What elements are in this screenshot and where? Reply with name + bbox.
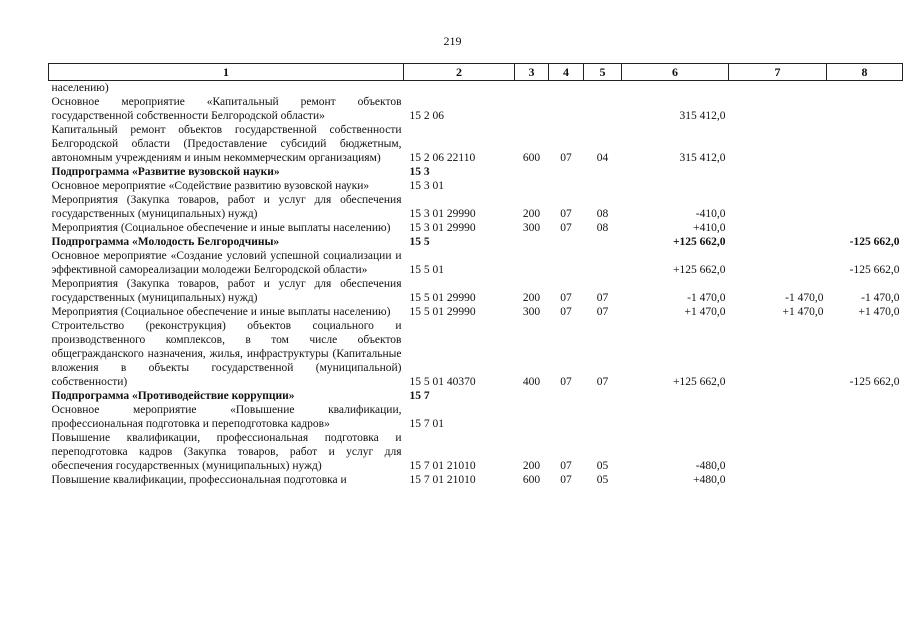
row-description: Мероприятия (Социальное обеспечение и иные выплаты населению) (51, 306, 391, 318)
row-amount-2 (729, 179, 827, 193)
row-subsection (584, 403, 622, 431)
row-amount-3: -1 470,0 (861, 292, 900, 304)
row-description: Подпрограмма «Молодость Белгородчины» (51, 236, 280, 248)
row-expense-type (515, 249, 549, 277)
row-amount-2 (729, 431, 827, 473)
row-section: 07 (560, 292, 572, 304)
row-amount-2 (729, 403, 827, 431)
table-row (49, 179, 903, 193)
column-header: 7 (729, 64, 827, 81)
row-amount-2 (729, 319, 827, 389)
table-row (49, 473, 903, 487)
table-row (49, 95, 903, 123)
row-amount-1: 315 412,0 (679, 152, 726, 164)
row-description: Подпрограмма «Противодействие коррупции» (51, 390, 295, 402)
table-row (49, 389, 903, 403)
row-amount-1: +125 662,0 (672, 236, 726, 248)
row-subsection (584, 249, 622, 277)
row-section (549, 165, 584, 179)
row-section (549, 179, 584, 193)
row-description: Мероприятия (Закупка товаров, работ и услуг для обеспечения государственных (муниципальных) нужд) (51, 278, 402, 304)
column-header: 6 (622, 64, 729, 81)
row-amount-2 (729, 235, 827, 249)
table-row (49, 221, 903, 235)
row-amount-3 (827, 221, 903, 235)
row-amount-3: -125 662,0 (849, 376, 900, 388)
row-expense-type (515, 389, 549, 403)
row-description: Основное мероприятие «Повышение квалификации, профессиональная подготовка и переподготовка кадров» (51, 404, 402, 430)
row-code (404, 81, 515, 96)
row-code: 15 5 01 (409, 264, 444, 276)
row-expense-type (515, 81, 549, 96)
row-subsection: 07 (596, 292, 609, 304)
row-code: 15 2 06 22110 (409, 152, 476, 164)
row-expense-type: 300 (522, 306, 541, 318)
table-row (49, 249, 903, 277)
row-section: 07 (560, 376, 572, 388)
row-amount-2 (729, 123, 827, 165)
page-number: 219 (443, 34, 462, 48)
row-amount-1 (622, 165, 729, 179)
row-code: 15 5 (409, 236, 430, 248)
row-amount-2 (729, 389, 827, 403)
row-amount-2 (729, 249, 827, 277)
row-description: Мероприятия (Закупка товаров, работ и услуг для обеспечения государственных (муниципальных) нужд) (51, 194, 402, 220)
row-amount-2 (729, 221, 827, 235)
row-amount-3: +1 470,0 (858, 306, 900, 318)
row-amount-1 (622, 403, 729, 431)
row-expense-type (515, 235, 549, 249)
row-subsection (584, 95, 622, 123)
row-description: Основное мероприятие «Капитальный ремонт объектов государственной собственности Белгородской области» (51, 96, 402, 122)
row-amount-2 (729, 81, 827, 96)
row-amount-1 (622, 389, 729, 403)
row-description: Повышение квалификации, профессиональная подготовка и переподготовка кадров (Закупка товаров, работ и услуг для обеспечения государственных (муниципальных) нужд) (51, 432, 402, 472)
row-amount-3 (827, 81, 903, 96)
row-code: 15 3 01 29990 (409, 208, 476, 220)
table-header-row (49, 64, 903, 81)
row-amount-2 (729, 193, 827, 221)
row-amount-3 (827, 95, 903, 123)
row-amount-1: +480,0 (693, 474, 726, 486)
row-section: 07 (560, 460, 572, 472)
row-subsection (584, 179, 622, 193)
table-row (49, 305, 903, 319)
table-body (49, 81, 903, 488)
row-code: 15 3 01 29990 (409, 222, 476, 234)
row-section (549, 249, 584, 277)
row-section: 07 (560, 474, 572, 486)
column-header: 5 (584, 64, 622, 81)
table-row (49, 193, 903, 221)
budget-table (48, 63, 903, 487)
row-amount-3 (827, 389, 903, 403)
row-amount-1: +125 662,0 (673, 376, 726, 388)
row-description: Мероприятия (Социальное обеспечение и иные выплаты населению) (51, 222, 391, 234)
row-section (549, 389, 584, 403)
row-code: 15 7 (409, 390, 430, 402)
row-section: 07 (560, 222, 572, 234)
row-subsection: 07 (596, 306, 609, 318)
table-row (49, 431, 903, 473)
row-section (549, 403, 584, 431)
row-subsection: 08 (596, 222, 609, 234)
row-code: 15 2 06 (409, 110, 444, 122)
row-amount-2 (729, 473, 827, 487)
row-code: 15 7 01 21010 (409, 474, 476, 486)
row-description: Основное мероприятие «Создание условий успешной социализации и эффективной самореализации молодежи Белгородской области» (51, 250, 402, 276)
row-expense-type (515, 403, 549, 431)
row-code: 15 7 01 21010 (409, 460, 476, 472)
row-expense-type (515, 179, 549, 193)
table-row (49, 319, 903, 389)
row-amount-3 (827, 473, 903, 487)
row-amount-1: +125 662,0 (673, 264, 726, 276)
row-amount-3 (827, 403, 903, 431)
row-description: Основное мероприятие «Содействие развитию вузовской науки» (51, 180, 370, 192)
row-expense-type: 200 (522, 460, 541, 472)
table-row (49, 403, 903, 431)
column-header: 8 (827, 64, 903, 81)
row-expense-type (515, 95, 549, 123)
row-amount-2 (729, 95, 827, 123)
row-amount-1: -410,0 (695, 208, 726, 220)
table-row (49, 123, 903, 165)
column-header: 4 (549, 64, 584, 81)
row-amount-3 (827, 179, 903, 193)
row-expense-type: 200 (522, 292, 541, 304)
row-subsection: 04 (596, 152, 609, 164)
row-amount-1: +1 470,0 (684, 306, 726, 318)
row-amount-2: +1 470,0 (782, 306, 824, 318)
row-code: 15 5 01 29990 (409, 292, 476, 304)
column-header: 1 (49, 64, 404, 81)
row-subsection: 07 (596, 376, 609, 388)
row-subsection (584, 165, 622, 179)
row-amount-1: -1 470,0 (687, 292, 726, 304)
row-description: населению) (51, 82, 109, 94)
row-section: 07 (560, 208, 572, 220)
row-description: Капитальный ремонт объектов государственной собственности Белгородской области (Предоставление субсидий бюджетным, автономным учреждениям и иным некоммерческим организациям) (51, 124, 402, 164)
table-row (49, 235, 903, 249)
row-amount-3 (827, 193, 903, 221)
row-code: 15 3 01 (409, 180, 444, 192)
row-section (549, 95, 584, 123)
row-subsection: 05 (596, 460, 609, 472)
row-expense-type: 200 (522, 208, 541, 220)
row-amount-1 (622, 179, 729, 193)
row-subsection (584, 81, 622, 96)
row-amount-3 (827, 431, 903, 473)
row-amount-1: 315 412,0 (679, 110, 726, 122)
table-row (49, 165, 903, 179)
row-description: Повышение квалификации, профессиональная подготовка и (51, 474, 347, 486)
row-code: 15 3 (409, 166, 430, 178)
row-amount-3 (827, 123, 903, 165)
table-row (49, 81, 903, 96)
row-amount-2 (729, 165, 827, 179)
row-amount-1 (622, 81, 729, 96)
row-section: 07 (560, 306, 572, 318)
row-description: Подпрограмма «Развитие вузовской науки» (51, 166, 280, 178)
row-expense-type: 600 (522, 152, 541, 164)
row-amount-1: +410,0 (693, 222, 726, 234)
row-code: 15 7 01 (409, 418, 444, 430)
row-subsection (584, 389, 622, 403)
row-code: 15 5 01 40370 (409, 376, 476, 388)
row-subsection: 08 (596, 208, 609, 220)
row-amount-2: -1 470,0 (785, 292, 824, 304)
row-amount-3: -125 662,0 (849, 236, 900, 248)
row-subsection: 05 (596, 474, 609, 486)
row-expense-type: 600 (522, 474, 541, 486)
table-row (49, 277, 903, 305)
row-section: 07 (560, 152, 572, 164)
row-section (549, 235, 584, 249)
row-amount-3: -125 662,0 (849, 264, 900, 276)
row-subsection (584, 235, 622, 249)
column-header: 2 (404, 64, 515, 81)
row-expense-type (515, 165, 549, 179)
row-code: 15 5 01 29990 (409, 306, 476, 318)
row-section (549, 81, 584, 96)
row-expense-type: 400 (522, 376, 541, 388)
row-description: Строительство (реконструкция) объектов социального и производственного комплексов, в том числе объектов общегражданского назначения, жилья, инфраструктуры (Капитальные вложения в объекты государственной (муниципальной) собственности) (51, 320, 402, 388)
row-expense-type: 300 (522, 222, 541, 234)
row-amount-3 (827, 165, 903, 179)
column-header: 3 (515, 64, 549, 81)
row-amount-1: -480,0 (695, 460, 726, 472)
